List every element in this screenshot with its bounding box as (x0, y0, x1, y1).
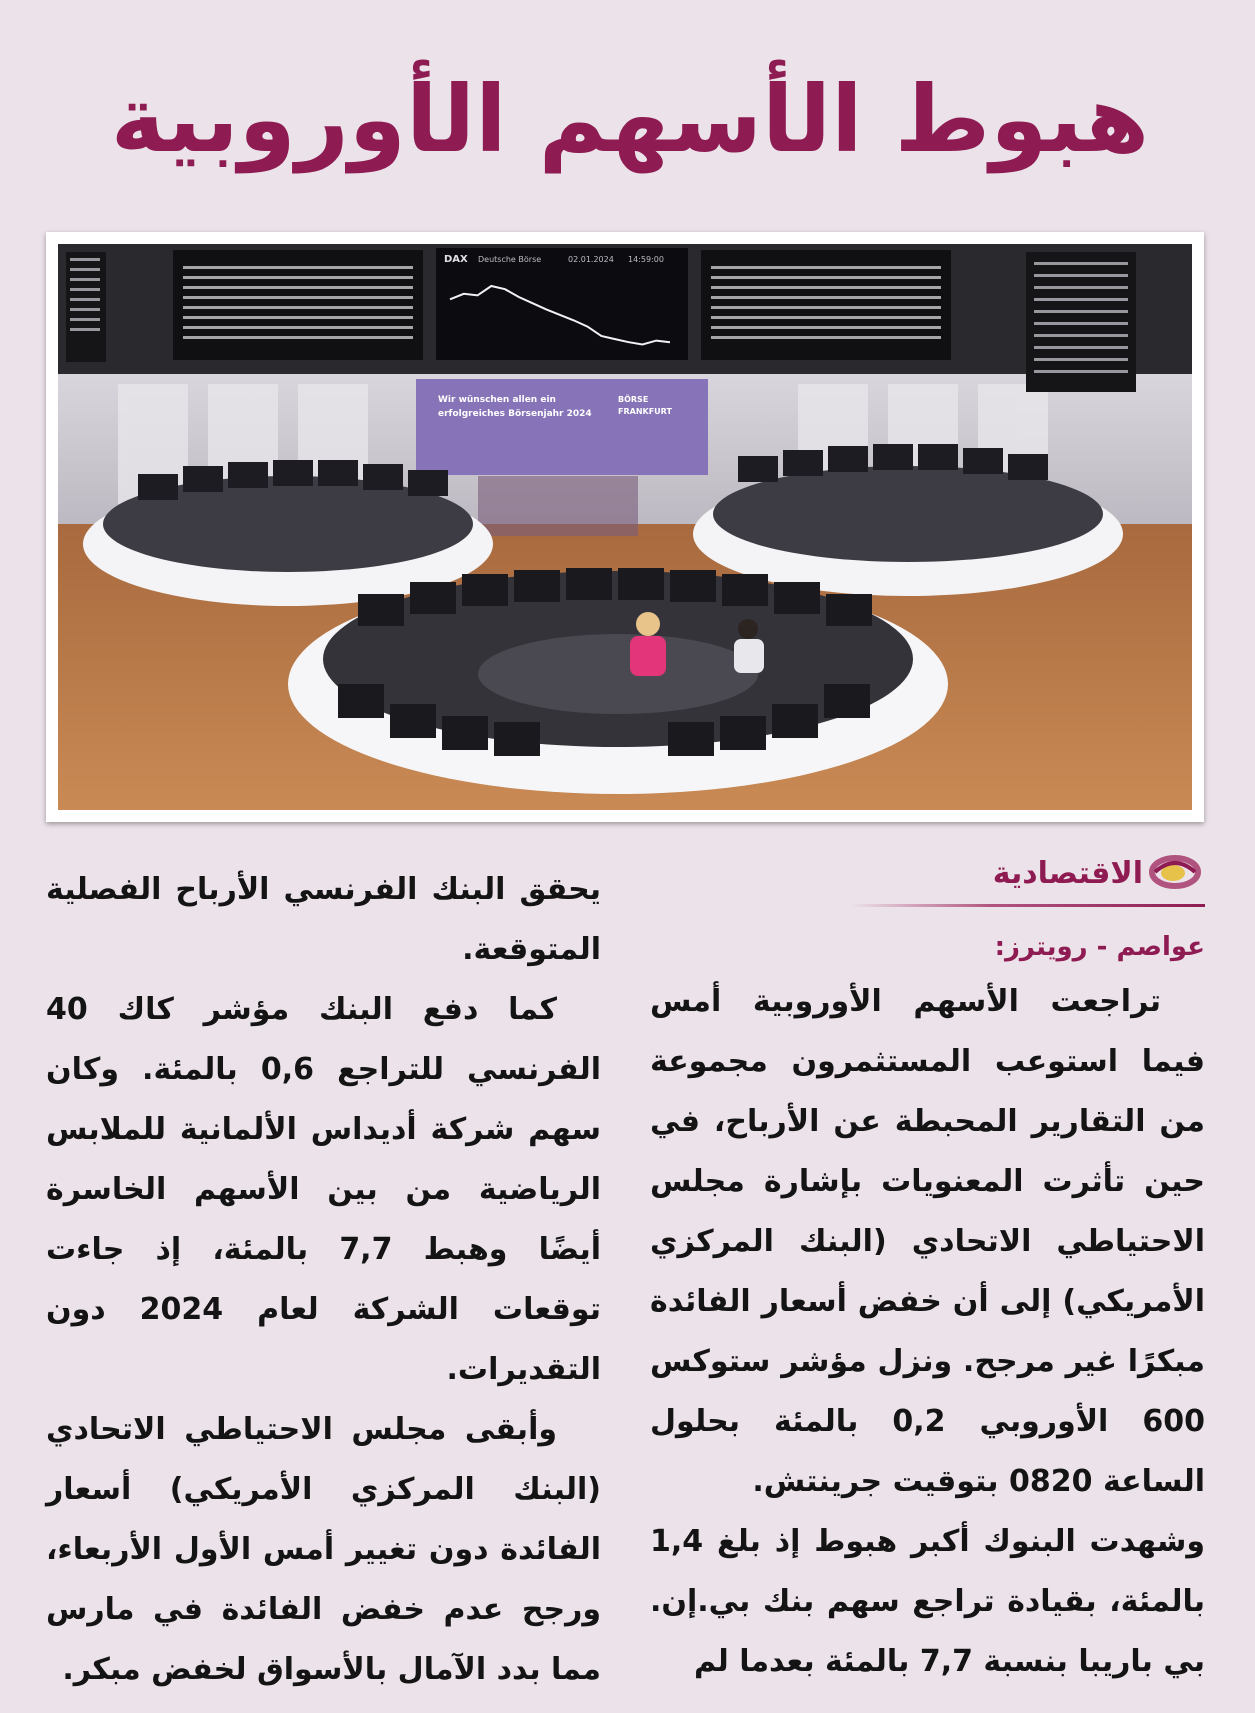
dateline: عواصم - رويترز: (994, 932, 1205, 962)
stock-exchange-photo (46, 232, 1204, 822)
section-logo (850, 852, 1205, 914)
banner-logo-1: BÖRSE (618, 395, 649, 404)
paragraph: وأبقى مجلس الاحتياطي الاتحادي (البنك المركزي الأمريكي) أسعار الفائدة دون تغيير أمس الأول الأربعاء، ورجح عدم خفض الفائدة في مارس مما بدد الآمال بالأسواق لخفض مبكر. (46, 1412, 601, 1687)
paragraph: يحقق البنك الفرنسي الأرباح الفصلية المتوقعة. (46, 872, 601, 967)
paragraph: وشهدت البنوك أكبر هبوط إذ بلغ 1,4 بالمئة، بقيادة تراجع سهم بنك بي.إن. بي باريبا بنسبة 7,7 بالمئة بعدما لم (650, 1524, 1205, 1679)
dax-board-time: 14:59:00 (628, 255, 664, 264)
banner-line-1: Wir wünschen allen ein (438, 395, 556, 405)
trader-figure (630, 636, 666, 676)
dax-board-title: DAX (444, 254, 468, 265)
paragraph: تراجعت الأسهم الأوروبية أمس فيما استوعب المستثمرون مجموعة من التقارير المحبطة عن الأرباح، في حين تأثرت المعنويات بإشارة مجلس الاحتياطي الاتحادي (البنك المركزي الأمريكي) إلى أن خفض أسعار الفائدة مبكرًا غير مرجح. ونزل مؤشر ستوكس 600 الأوروبي 0,2 بالمئة بحلول الساعة 0820 بتوقيت جرينتش. (650, 984, 1205, 1499)
banner-logo-2: FRANKFURT (618, 407, 672, 416)
dax-board-subtitle: Deutsche Börse (478, 255, 542, 264)
section-logo-icon (1149, 854, 1201, 894)
article-column-right (650, 972, 1205, 1692)
paragraph: كما دفع البنك مؤشر كاك 40 الفرنسي للتراجع 0,6 بالمئة. وكان سهم شركة أديداس الألمانية للملابس الرياضية من بين الأسهم الخاسرة أيضًا وهبط 7,7 بالمئة، إذ جاءت توقعات الشركة لعام 2024 دون التقديرات. (46, 992, 601, 1387)
headline: هبوط الأسهم الأوروبية (110, 66, 1150, 173)
banner-screen (416, 379, 708, 475)
section-rule (850, 904, 1205, 907)
dax-board-date: 02.01.2024 (568, 255, 614, 264)
trading-floor-illustration (58, 244, 1192, 810)
banner-line-2: erfolgreiches Börsenjahr 2024 (438, 409, 592, 419)
section-label: الاقتصادية (992, 856, 1143, 891)
article-column-left (46, 860, 601, 1700)
